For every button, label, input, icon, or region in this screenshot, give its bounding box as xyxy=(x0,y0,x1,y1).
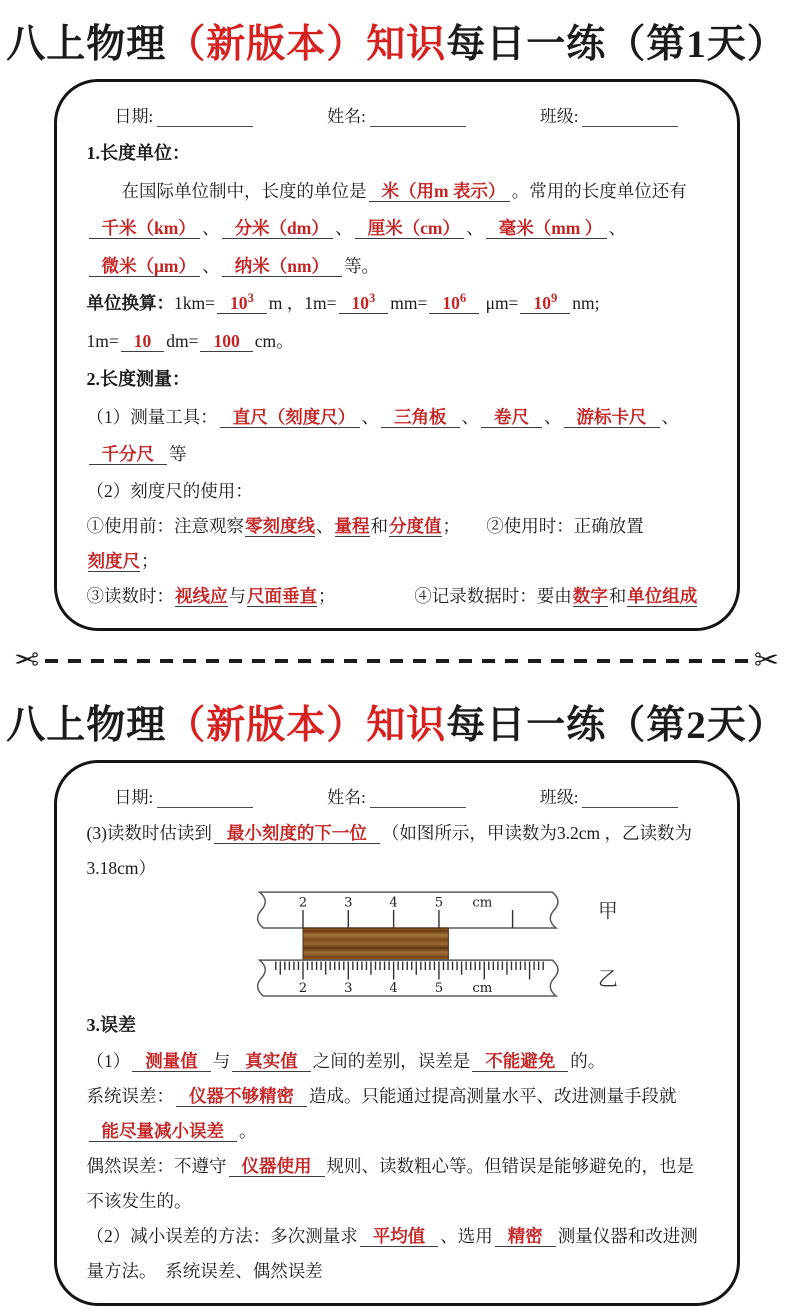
answer-blank: 平均值 xyxy=(360,1226,439,1247)
paragraph-ruler-usage-2 xyxy=(87,579,707,614)
text-run: （2）刻度尺的使用： xyxy=(86,480,253,501)
name-field xyxy=(327,783,466,808)
text-run: （1）测量工具： xyxy=(86,406,218,427)
class-blank-line xyxy=(582,784,678,808)
answer-keyword: 分度值 xyxy=(389,515,442,536)
answer-blank: 100 xyxy=(200,331,252,352)
text-run: （1） xyxy=(86,1051,131,1072)
text-run: 系统误差： xyxy=(86,1086,174,1107)
ruler-top-name: 甲 xyxy=(597,899,618,923)
text-run: 、 xyxy=(361,406,379,427)
class-blank-line xyxy=(582,103,678,127)
text-run: 偶然误差：不遵守 xyxy=(86,1156,227,1177)
text-run: 、 xyxy=(544,406,562,427)
text-run: 1km= xyxy=(174,293,215,314)
paragraph-measuring-tools xyxy=(87,399,707,474)
scissors-icon: ✂ xyxy=(753,642,779,678)
answer-blank: 卷尺 xyxy=(481,407,542,428)
text-run: 。常用的长度单位还有 xyxy=(511,180,687,201)
paragraph-unit-conversion xyxy=(87,285,707,360)
text-run: 与 xyxy=(212,1051,231,1072)
date-field xyxy=(115,783,254,808)
paragraph-reduce-error xyxy=(87,1219,707,1289)
heading-length-units: 1.长度单位： xyxy=(86,142,190,163)
text-run: ③读数时： xyxy=(86,585,174,606)
answer-blank: 千分尺 xyxy=(89,444,168,465)
text-run: 等。 xyxy=(344,255,380,276)
ruler-bottom xyxy=(257,960,557,996)
text-run: 、 xyxy=(335,218,353,239)
answer-blank: 千米（km） xyxy=(89,218,201,239)
name-blank-line xyxy=(370,103,466,127)
name-label: 姓名: xyxy=(327,787,366,807)
text-run: nm; 1m= xyxy=(86,293,600,352)
class-label: 班级: xyxy=(539,106,579,126)
answer-blank: 三角板 xyxy=(381,407,460,428)
text-run: 造成。只能通过提高测量水平、改进测量手段就 xyxy=(309,1086,677,1107)
day2-form-row xyxy=(87,783,707,808)
day1-title xyxy=(0,22,793,69)
text-run: ； xyxy=(141,550,159,571)
heading-length-measurement: 2.长度测量： xyxy=(86,368,190,389)
dashed-cut-line xyxy=(45,659,748,663)
scissors-icon: ✂ xyxy=(14,642,40,678)
tick-label: 2 xyxy=(298,980,307,996)
answer-blank: $10^9$ xyxy=(520,293,570,314)
answer-blank: 微米（μm） xyxy=(89,256,201,277)
answer-blank: 厘米（cm） xyxy=(355,218,465,239)
text-run: 等 xyxy=(169,444,187,465)
text-run: m ，1m= xyxy=(268,293,337,314)
tick-label: 5 xyxy=(434,980,443,996)
text-run: （新版本）知识 xyxy=(166,703,447,747)
date-label: 日期: xyxy=(114,106,154,126)
ruler-bottom-name: 乙 xyxy=(597,967,618,991)
text-run: 、 xyxy=(202,218,220,239)
text-run: 测量仪器和改进测量方法。 系统误差、偶然误差 xyxy=(86,1226,698,1282)
answer-blank: 仪器不够精密 xyxy=(176,1086,307,1107)
text-run: dm= xyxy=(166,331,199,352)
unit-label: cm xyxy=(471,980,492,996)
answer-blank: 毫米（mm ） xyxy=(486,218,607,239)
text-run: 、选用 xyxy=(440,1226,493,1247)
paragraph-ruler-usage-title xyxy=(87,474,707,509)
text-run: 单位换算： xyxy=(86,293,174,314)
answer-keyword: 零刻度线 xyxy=(245,515,315,536)
date-blank-line xyxy=(157,784,253,808)
text-run: μm= xyxy=(481,293,519,314)
answer-blank: 不能避免 xyxy=(472,1051,568,1072)
answer-blank: 分米（dm） xyxy=(222,218,334,239)
answer-blank: $10^6$ xyxy=(429,293,479,314)
day2-worksheet-box xyxy=(54,760,740,1306)
answer-keyword: 单位组成 xyxy=(627,585,698,606)
answer-blank: 能尽量减小误差 xyxy=(89,1121,238,1142)
text-run: (3)读数时估读到 xyxy=(86,822,212,843)
day2-title xyxy=(0,703,793,750)
text-run: ； ②使用时：正确放置 xyxy=(442,515,644,536)
paragraph-length-units xyxy=(87,173,707,286)
date-field xyxy=(115,102,254,127)
text-run: mm= xyxy=(390,293,428,314)
text-run: cm。 xyxy=(254,331,294,352)
answer-blank: 测量值 xyxy=(132,1051,211,1072)
heading-error: 3.误差 xyxy=(86,1014,136,1035)
day1-form-row xyxy=(87,102,707,127)
ruler-comparison-figure xyxy=(235,890,641,1000)
text-run: 、 xyxy=(461,406,479,427)
text-run: （新版本）知识 xyxy=(166,23,447,66)
answer-blank: $10^3$ xyxy=(339,293,389,314)
name-blank-line xyxy=(370,784,466,808)
answer-keyword: 数字 xyxy=(572,585,608,606)
text-run: 规则、读数粗心等。但错误是能够避免的，也是不该发生的。 xyxy=(86,1156,694,1212)
answer-keyword: 量程 xyxy=(334,515,370,536)
date-blank-line xyxy=(157,103,253,127)
text-run: 、 xyxy=(661,406,679,427)
answer-blank: 仪器使用 xyxy=(229,1156,325,1177)
text-run: 的。 xyxy=(570,1051,606,1072)
paragraph-ruler-usage-1 xyxy=(87,509,707,579)
class-label: 班级: xyxy=(539,787,579,807)
answer-keyword: 尺面垂直 xyxy=(247,585,317,606)
date-label: 日期: xyxy=(114,787,154,807)
ruler-top xyxy=(257,892,557,928)
text-run: 。 xyxy=(239,1121,257,1142)
paragraph-error-definition xyxy=(87,1044,707,1079)
name-field xyxy=(327,102,466,127)
name-label: 姓名: xyxy=(327,106,366,126)
answer-keyword: 视线应 xyxy=(175,585,228,606)
unit-label: cm xyxy=(471,894,492,910)
answer-blank: 精密 xyxy=(495,1226,556,1247)
text-run: （如图所示，甲读数为3.2cm ，乙读数为3.18cm） xyxy=(86,822,693,878)
tick-label: 4 xyxy=(388,980,398,996)
day1-worksheet-box xyxy=(54,79,740,631)
cut-here-separator xyxy=(14,641,779,681)
paragraph-random-error xyxy=(87,1149,707,1219)
text-run: 和 xyxy=(608,585,627,606)
text-run: 每日一练（第2天） xyxy=(446,703,787,747)
tick-label: 4 xyxy=(388,894,398,910)
answer-blank: 游标卡尺 xyxy=(564,407,660,428)
class-field xyxy=(540,783,679,808)
answer-keyword: 刻度尺 xyxy=(87,550,140,571)
paragraph-reading-estimation xyxy=(87,816,707,886)
answer-blank: 米（用m 表示） xyxy=(369,181,510,202)
tick-label: 2 xyxy=(298,894,307,910)
text-run: 、 xyxy=(608,218,627,239)
wood-block xyxy=(302,928,447,960)
text-run: 八上物理 xyxy=(6,23,167,66)
paragraph-systematic-error-cont xyxy=(87,1114,707,1149)
text-run: ； ④记录数据时：要由 xyxy=(318,585,572,606)
tick-label: 5 xyxy=(434,894,443,910)
text-run: 在国际单位制中，长度的单位是 xyxy=(121,180,367,201)
answer-blank: 最小刻度的下一位 xyxy=(214,823,380,844)
text-run: 与 xyxy=(228,585,246,606)
answer-blank: 真实值 xyxy=(232,1051,311,1072)
class-field xyxy=(540,102,679,127)
answer-blank: 纳米（nm） xyxy=(222,256,342,277)
text-run: 之间的差别，误差是 xyxy=(312,1051,471,1072)
text-run: ①使用前：注意观察 xyxy=(86,515,244,536)
text-run: 、 xyxy=(316,515,334,536)
text-run: 每日一练（第1天） xyxy=(446,23,787,66)
ruler-figure xyxy=(235,890,707,1005)
text-run: （2）减小误差的方法：多次测量求 xyxy=(86,1226,358,1247)
text-run: 八上物理 xyxy=(6,703,167,747)
answer-blank: 10 xyxy=(121,331,165,352)
answer-blank: 直尺（刻度尺） xyxy=(220,407,360,428)
paragraph-systematic-error xyxy=(87,1079,707,1114)
tick-label: 3 xyxy=(343,980,353,996)
answer-blank: $10^3$ xyxy=(217,293,267,314)
text-run: 、 xyxy=(202,255,220,276)
text-run: 、 xyxy=(466,218,484,239)
tick-label: 3 xyxy=(343,894,353,910)
text-run: 和 xyxy=(370,515,388,536)
